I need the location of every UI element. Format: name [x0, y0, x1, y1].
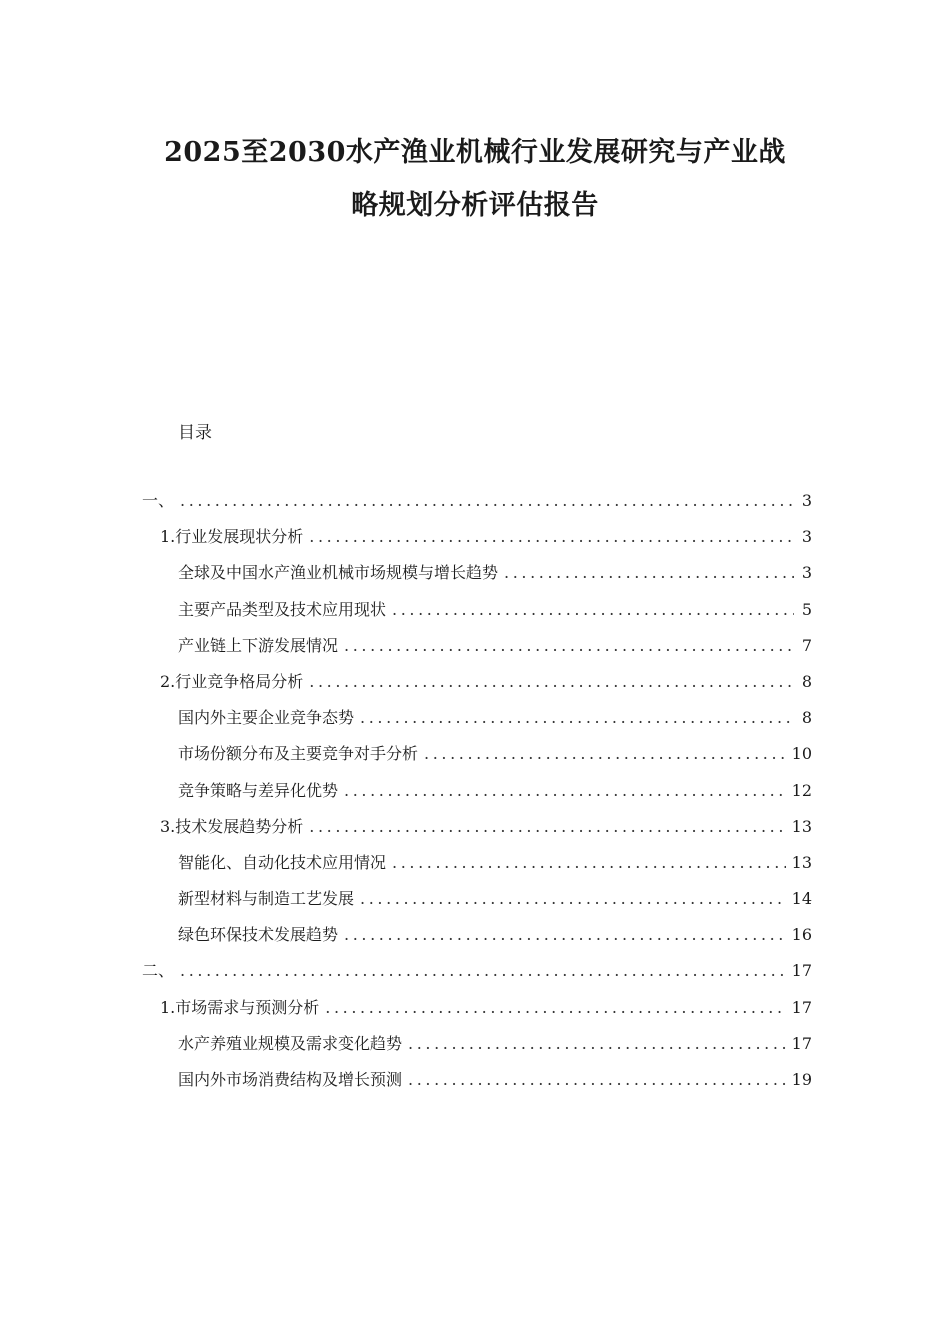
toc-entry[interactable] — [142, 670, 812, 706]
toc-entry[interactable] — [142, 634, 812, 670]
toc-entry-label: 水产养殖业规模及需求变化趋势 — [178, 1033, 403, 1053]
toc-entry-number: 2. — [160, 671, 176, 691]
toc-entry-number: 3. — [160, 816, 176, 836]
toc-entry-label: 技术发展趋势分析 — [175, 816, 304, 836]
toc-entry-label: 新型材料与制造工艺发展 — [178, 889, 355, 909]
toc-entry-page: 19 — [791, 1070, 812, 1089]
toc-entry-label: 国内外主要企业竞争态势 — [178, 708, 355, 728]
toc-heading: 目录 — [178, 423, 212, 443]
toc-entry[interactable] — [142, 815, 812, 851]
table-of-contents — [142, 489, 812, 1104]
toc-entry[interactable] — [142, 923, 812, 959]
toc-leader-dots — [309, 815, 785, 839]
toc-leader-dots — [392, 598, 794, 622]
toc-entry-page: 5 — [801, 599, 812, 619]
document-title-line-2: 略规划分析评估报告 — [351, 190, 599, 222]
toc-entry-page: 12 — [791, 780, 812, 800]
toc-entry-page: 13 — [791, 816, 812, 836]
toc-entry[interactable] — [142, 489, 812, 525]
toc-entry-page: 8 — [801, 708, 812, 728]
toc-entry-page: 14 — [791, 889, 812, 909]
toc-entry[interactable] — [142, 1068, 812, 1104]
toc-leader-dots — [344, 634, 794, 658]
toc-entry[interactable] — [142, 525, 812, 561]
toc-entry-number: 1. — [160, 527, 176, 547]
toc-entry-label: 产业链上下游发展情况 — [178, 635, 339, 655]
toc-entry[interactable] — [142, 742, 812, 778]
toc-leader-dots — [424, 742, 786, 766]
toc-leader-dots — [360, 706, 794, 730]
toc-entry[interactable] — [142, 996, 812, 1032]
toc-entry-label: 全球及中国水产渔业机械市场规模与增长趋势 — [178, 563, 499, 583]
toc-entry-page: 10 — [791, 744, 812, 764]
toc-entry-label: 绿色环保技术发展趋势 — [178, 925, 339, 945]
toc-entry[interactable] — [142, 598, 812, 634]
toc-entry-page: 17 — [791, 961, 812, 981]
toc-entry[interactable] — [142, 959, 812, 995]
toc-leader-dots — [344, 779, 786, 803]
toc-entry-page: 7 — [801, 635, 812, 655]
toc-entry-page: 17 — [791, 997, 812, 1017]
toc-entry[interactable] — [142, 1032, 812, 1068]
toc-entry-label: 行业竞争格局分析 — [175, 671, 304, 691]
toc-entry-page: 16 — [791, 925, 812, 945]
toc-leader-dots — [504, 561, 794, 585]
toc-leader-dots — [180, 489, 794, 513]
toc-entry-page: 17 — [791, 1033, 812, 1053]
toc-entry[interactable] — [142, 779, 812, 815]
toc-entry-label: 主要产品类型及技术应用现状 — [178, 599, 387, 619]
toc-entry-page: 3 — [801, 527, 812, 547]
toc-leader-dots — [360, 887, 786, 911]
document-title — [0, 126, 950, 232]
toc-entry-label: 行业发展现状分析 — [175, 527, 304, 547]
toc-entry-page: 8 — [801, 671, 812, 691]
toc-leader-dots — [344, 923, 786, 947]
toc-entry-page: 3 — [801, 491, 812, 510]
toc-entry[interactable] — [142, 706, 812, 742]
toc-entry-label: 市场需求与预测分析 — [175, 997, 320, 1017]
toc-leader-dots — [309, 670, 794, 694]
toc-entry-label: 竞争策略与差异化优势 — [178, 780, 339, 800]
document-title-line-1: 2025至2030水产渔业机械行业发展研究与产业战 — [164, 137, 786, 169]
toc-entry-label: 市场份额分布及主要竞争对手分析 — [178, 744, 419, 764]
toc-entry-label: 一、 — [142, 491, 175, 510]
toc-entry-number: 1. — [160, 997, 176, 1017]
toc-entry-label: 国内外市场消费结构及增长预测 — [178, 1070, 403, 1089]
toc-entry[interactable] — [142, 851, 812, 887]
toc-leader-dots — [325, 996, 785, 1020]
toc-leader-dots — [408, 1068, 786, 1092]
toc-entry-page: 3 — [801, 563, 812, 583]
toc-leader-dots — [309, 525, 794, 549]
toc-leader-dots — [180, 959, 786, 983]
toc-entry-page: 13 — [791, 852, 812, 872]
toc-entry[interactable] — [142, 887, 812, 923]
toc-leader-dots — [392, 851, 786, 875]
toc-leader-dots — [408, 1032, 786, 1056]
toc-entry[interactable] — [142, 561, 812, 597]
toc-entry-label: 二、 — [142, 961, 175, 981]
toc-entry-label: 智能化、自动化技术应用情况 — [178, 852, 387, 872]
